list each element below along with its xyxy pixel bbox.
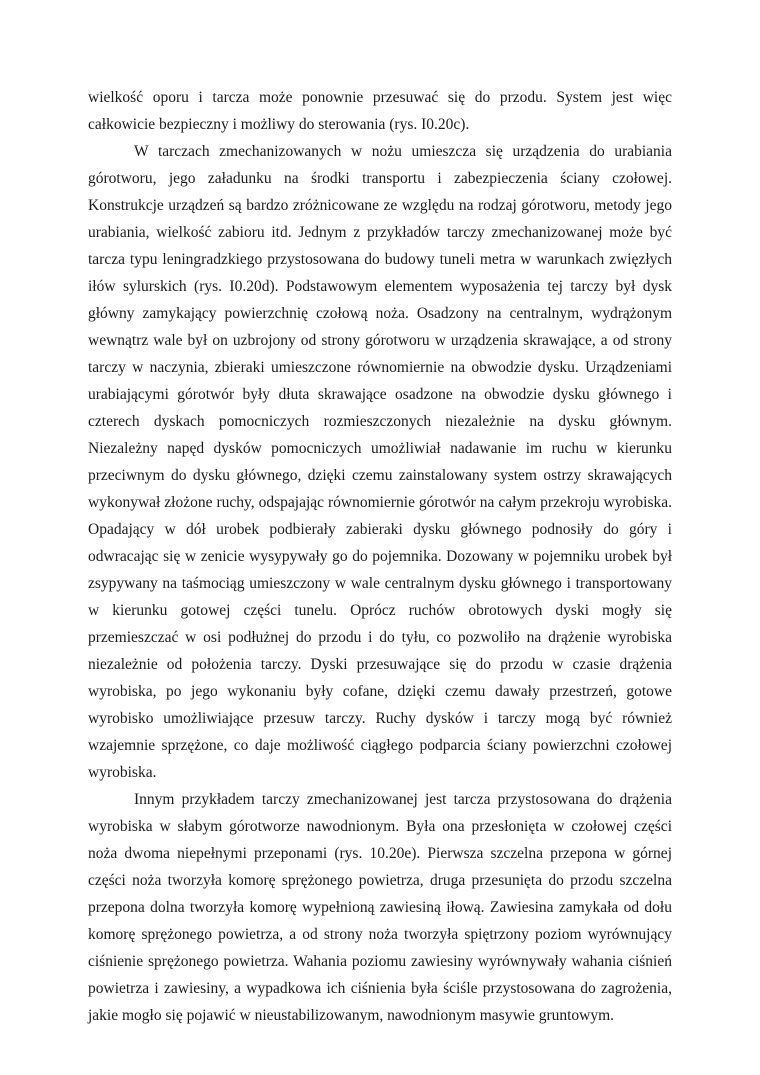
paragraph: wielkość oporu i tarcza może ponownie przesuwać się do przodu. System jest więc całkowicie bezpieczny i możliwy do sterowania (rys. I0.20c). — [88, 89, 672, 133]
paragraph: W tarczach zmechanizowanych w nożu umieszcza się urządzenia do urabiania górotworu, jego załadunku na środki transportu i zabezpieczenia ściany czołowej. Konstrukcje urządzeń są bardzo zróżnicowane ze względu na rodzaj górotworu, metody jego urabiania, wielkość zabioru itd. Jednym z przykładów tarczy zmechanizowanej może być tarcza typu leningradzkiego przystosowana do budowy tuneli metra w warunkach zwięzłych iłów sylurskich (rys. I0.20d). Podstawowym elementem wyposażenia tej tarczy był dysk główny zamykający powierzchnię czołową noża. Osadzony na centralnym, wydrążonym wewnątrz wale był on uzbrojony od strony górotworu w urządzenia skrawające, a od strony tarczy w naczynia, zbieraki umieszczone równomiernie na obwodzie dysku. Urządzeniami urabiającymi górotwór były dłuta skrawające osadzone na obwodzie dysku głównego i czterech dyskach pomocniczych rozmieszczonych niezależnie na dysku głównym. Niezależny napęd dysków pomocniczych umożliwiał nadawanie im ruchu w kierunku przeciwnym do dysku głównego, dzięki czemu zainstalowany system ostrzy skrawających wykonywał złożone ruchy, odspajając równomiernie górotwór na całym przekroju wyrobiska. Opadający w dół urobek podbierały zabieraki dysku głównego podnosiły do góry i odwracając się w zenicie wysypywały go do pojemnika. Dozowany w pojemniku urobek był zsypywany na taśmociąg umieszczony w wale centralnym dysku głównego i transportowany w kierunku gotowej części tunelu. Oprócz ruchów obrotowych dyski mogły się przemieszczać w osi podłużnej do przodu i do tyłu, co pozwoliło na drążenie wyrobiska niezależnie od położenia tarczy. Dyski przesuwające się do przodu w czasie drążenia wyrobiska, po jego wykonaniu były cofane, dzięki czemu dawały przestrzeń, gotowe wyrobisko umożliwiające przesuw tarczy. Ruchy dysków i tarczy mogą być również wzajemnie sprzężone, co daje możliwość ciągłego podparcia ściany powierzchni czołowej wyrobiska. — [88, 143, 672, 781]
body-text — [88, 84, 672, 1029]
paragraph: Innym przykładem tarczy zmechanizowanej jest tarcza przystosowana do drążenia wyrobiska w słabym górotworze nawodnionym. Była ona przesłonięta w czołowej części noża dwoma niepełnymi przeponami (rys. 10.20e). Pierwsza szczelna przepona w górnej części noża tworzyła komorę sprężonego powietrza, druga przesunięta do przodu szczelna przepona dolna tworzyła komorę wypełnioną zawiesiną iłową. Zawiesina zamykała od dołu komorę sprężonego powietrza, a od strony noża tworzyła spiętrzony poziom wyrównujący ciśnienie sprężonego powietrza. Wahania poziomu zawiesiny wyrównywały wahania ciśnień powietrza i zawiesiny, a wypadkowa ich ciśnienia była ściśle przystosowana do zagrożenia, jakie mogło się pojawić w nieustabilizowanym, nawodnionym masywie gruntowym. — [88, 791, 672, 1024]
